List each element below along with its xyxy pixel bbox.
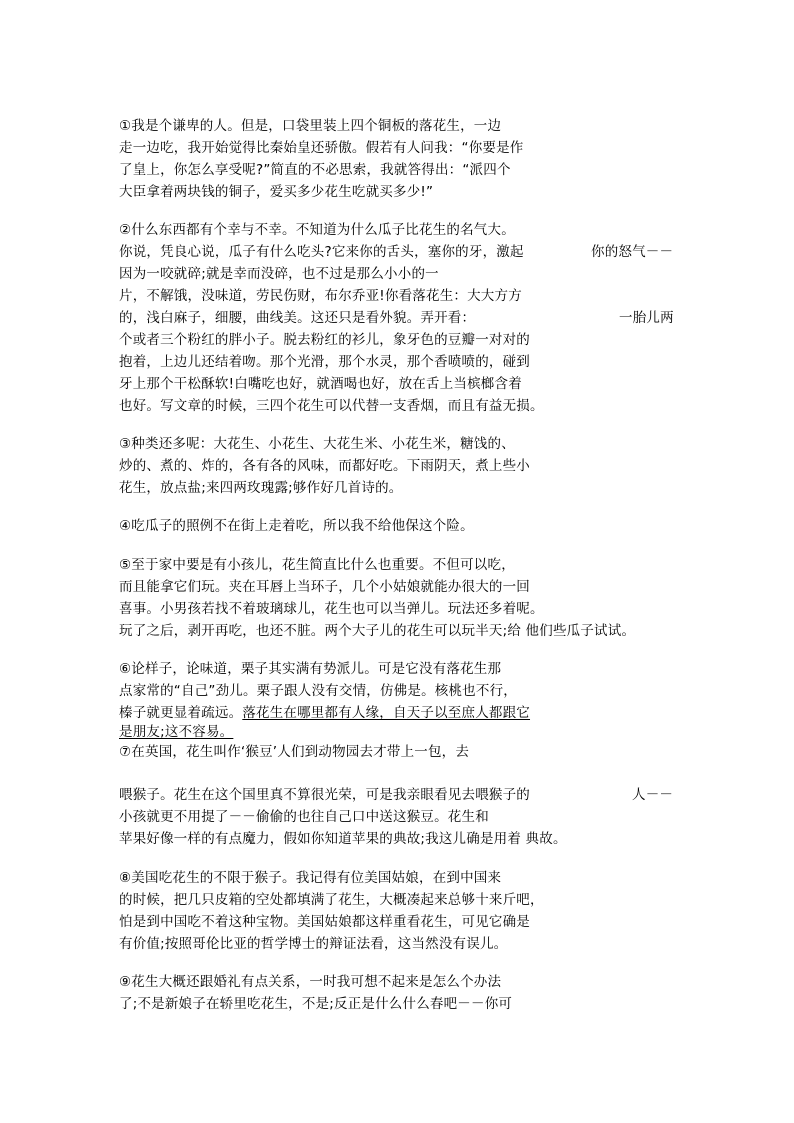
paragraph-2-line-7: 抱着，上边儿还结着吻。那个光滑，那个水灵，那个香喷喷的，碰到 xyxy=(119,354,530,370)
paragraph-3-line-2: 炒的、煮的、炸的，各有各的风味，而都好吃。下雨阴天，煮上些小 xyxy=(119,458,530,474)
paragraph-7-line-2b: 人－－ xyxy=(632,787,674,803)
underlined-phrase-part-2: 是朋友;这不容易。 xyxy=(119,724,234,740)
paragraph-5-line-3: 喜事。小男孩若找不着玻璃球儿，花生也可以当弹儿。玩法还多着呢。 xyxy=(119,601,544,617)
paragraph-2-line-8: 牙上那个干松酥软!白嘴吃也好，就酒喝也好，放在舌上当槟榔含着 xyxy=(119,376,522,392)
paragraph-2-line-5a: 的，浅白麻子，细腰，曲线美。这还只是看外貌。弄开看： xyxy=(119,310,476,326)
paragraph-6-line-2: 点家常的“自己”劲儿。栗子跟人没有交情，仿佛是。核桃也不行， xyxy=(119,683,517,699)
paragraph-9-line-1: ⑨花生大概还跟婚礼有点关系，一时我可想不起来是怎么个办法 xyxy=(119,974,502,990)
paragraph-2-line-2a: 你说，凭良心说，瓜子有什么吃头?它来你的舌头，塞你的牙，激起 xyxy=(119,244,524,260)
paragraph-7-line-1: ⑦在英国，花生叫作‘猴豆’人们到动物园去才带上一包，去 xyxy=(119,744,470,760)
paragraph-3-line-3: 花生，放点盐;来四两玫瑰露;够作好几首诗的。 xyxy=(119,480,403,496)
paragraph-5-line-1: ⑤至于家中要是有小孩儿，花生简直比什么也重要。不但可以吃， xyxy=(119,557,515,573)
paragraph-7-line-2a: 喂猴子。花生在这个国里真不算很光荣，可是我亲眼看见去喂猴子的 xyxy=(119,787,530,803)
paragraph-2-line-6: 个或者三个粉红的胖小子。脱去粉红的衫儿，象牙色的豆瓣一对对的 xyxy=(119,332,530,348)
paragraph-1-line-2: 走一边吃，我开始觉得比秦始皇还骄傲。假若有人问我：“你要是作 xyxy=(119,140,524,156)
paragraph-2-line-3: 因为一咬就碎;就是幸而没碎，也不过是那么小小的一 xyxy=(119,266,439,282)
paragraph-1-line-3: 了皇上，你怎么享受呢?”简直的不必思索，我就答得出：“派四个 xyxy=(119,162,511,178)
paragraph-2-line-5b: 一胎儿两 xyxy=(619,310,674,326)
paragraph-6-line-3a: 榛子就更显着疏远。 xyxy=(119,705,243,721)
paragraph-8-line-1: ⑧美国吃花生的不限于猴子。我记得有位美国姑娘，在到中国来 xyxy=(119,870,502,886)
underlined-phrase-part-1: 落花生在哪里都有人缘，自天子以至庶人都跟它 xyxy=(242,705,531,721)
paragraph-2-line-1: ②什么东西都有个幸与不幸。不知道为什么瓜子比花生的名气大。 xyxy=(119,222,515,238)
paragraph-7-line-3: 小孩就更不用提了－－偷偷的也往自己口中送这猴豆。花生和 xyxy=(119,809,489,825)
paragraph-2-line-4: 片，不解饿，没味道，劳民伤财，布尔乔亚!你看落花生：大大方方 xyxy=(119,288,522,304)
paragraph-6-line-1: ⑥论样子，论味道，栗子其实满有势派儿。可是它没有落花生那 xyxy=(119,661,502,677)
paragraph-5-line-4: 玩了之后，剥开再吃，也还不脏。两个大子儿的花生可以玩半天;给 他们些瓜子试试。 xyxy=(119,623,636,639)
paragraph-5-line-2: 而且能拿它们玩。夹在耳唇上当环子，几个小姑娘就能办很大的一回 xyxy=(119,579,530,595)
paragraph-1-line-1: ①我是个谦卑的人。但是，口袋里装上四个铜板的落花生，一边 xyxy=(119,118,502,134)
paragraph-8-line-2: 的时候，把几只皮箱的空处都填满了花生，大概凑起来总够十来斤吧， xyxy=(119,892,544,908)
paragraph-2-line-9: 也好。写文章的时候，三四个花生可以代替一支香烟，而且有益无损。 xyxy=(119,398,544,414)
paragraph-4-line-1: ④吃瓜子的照例不在街上走着吃，所以我不给他保这个险。 xyxy=(119,518,474,534)
paragraph-8-line-3: 怕是到中国吃不着这种宝物。美国姑娘都这样重看花生，可见它确是 xyxy=(119,914,530,930)
paragraph-6-line-3 xyxy=(119,704,530,723)
paragraph-1-line-4: 大臣拿着两块钱的铜子，爱买多少花生吃就买多少!” xyxy=(119,184,434,200)
paragraph-7-line-4: 苹果好像一样的有点魔力，假如你知道苹果的典故;我这儿确是用着 典故。 xyxy=(119,831,567,847)
paragraph-8-line-4: 有价值;按照哥伦比亚的哲学博士的辩证法看，这当然没有误儿。 xyxy=(119,936,508,952)
paragraph-2-line-2b: 你的怒气－－ xyxy=(591,244,674,260)
paragraph-9-line-2: 了;不是新娘子在轿里吃花生，不是;反正是什么什么春吧－－你可 xyxy=(119,996,513,1012)
paragraph-3-line-1: ③种类还多呢：大花生、小花生、大花生米、小花生米，糖饯的、 xyxy=(119,436,515,452)
